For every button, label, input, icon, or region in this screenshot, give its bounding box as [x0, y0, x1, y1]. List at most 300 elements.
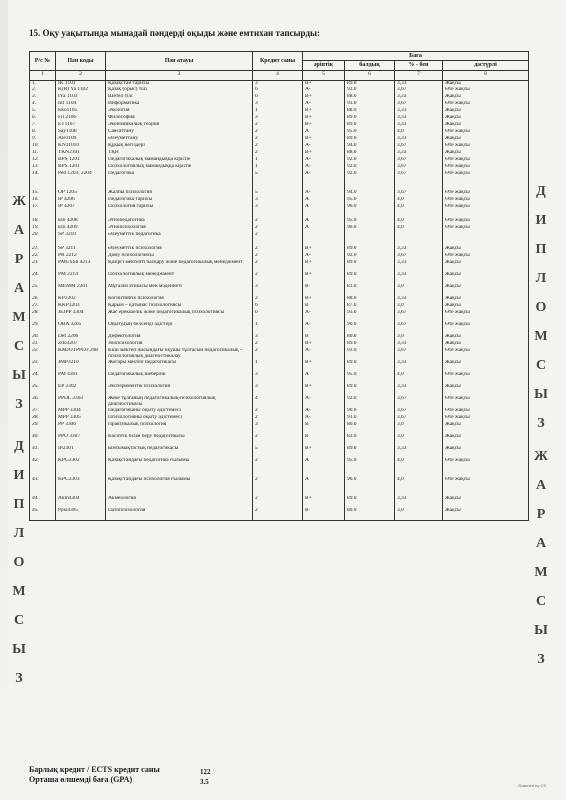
course-code: Def 2206 [56, 334, 106, 341]
course-name: Психологияны оқыту әдістемесі [106, 415, 253, 422]
points: 80.0 [345, 422, 395, 434]
points: 89.0 [345, 360, 395, 372]
letter-grade: A- [303, 253, 345, 260]
grade-point: 3,33 [395, 360, 443, 372]
course-code: KN11010 [56, 143, 106, 150]
row-number: 3. [30, 94, 56, 101]
grade-point [395, 232, 443, 239]
letter-grade [303, 232, 345, 239]
course-name: Информатика [106, 101, 253, 108]
points: 90.0 [345, 408, 395, 415]
course-code: Etn 4209 [56, 225, 106, 232]
grade-point: 3,67 [395, 171, 443, 183]
letter-grade: B+ [303, 341, 345, 348]
header-grade: Баға [303, 52, 529, 61]
table-row [30, 171, 529, 183]
course-code: BPS 1201 [56, 164, 106, 171]
traditional-grade: Өте жақсы [443, 372, 529, 384]
credit-count: 6 [253, 94, 303, 101]
row-number: 4. [30, 101, 56, 108]
stamp-right-bottom: Ж А Р А М С Ы З [534, 449, 548, 667]
points [345, 232, 395, 239]
traditional-grade: Жақсы [443, 122, 529, 129]
credit-count: 6 [253, 303, 303, 310]
row-number: 5. [30, 108, 56, 115]
grade-point: 3,33 [395, 246, 443, 253]
points: 89.0 [345, 80, 395, 87]
row-number: 39. [30, 422, 56, 434]
points: 96.0 [345, 225, 395, 232]
course-code: IYa 1103 [56, 94, 106, 101]
letter-grade: A [303, 477, 345, 489]
points: 89.0 [345, 260, 395, 272]
course-code: SP 3211 [56, 246, 106, 253]
points: 89.0 [345, 122, 395, 129]
traditional-grade: Өте жақсы [443, 415, 529, 422]
traditional-grade: Өте жақсы [443, 310, 529, 322]
grade-point: 3,67 [395, 396, 443, 408]
row-number: 34. [30, 372, 56, 384]
row-number: 31. [30, 341, 56, 348]
table-row [30, 348, 529, 360]
traditional-grade: Жақсы [443, 260, 529, 272]
course-name: Экономикалық теория [106, 122, 253, 129]
table-spacer-row [30, 239, 529, 246]
points: 88.0 [345, 296, 395, 303]
table-spacer-row [30, 489, 529, 496]
traditional-grade: Өте жақсы [443, 204, 529, 211]
letter-grade: A [303, 197, 345, 204]
table-row [30, 204, 529, 211]
course-name: Когнитивтік психология [106, 296, 253, 303]
credit-count: 5 [253, 446, 303, 458]
header-name: Пән атауы [106, 52, 253, 71]
course-name: Қарым – қатынас психологиясы [106, 303, 253, 310]
row-number: 29. [30, 322, 56, 334]
course-name: Акмеология [106, 496, 253, 508]
credit-count: 3 [253, 80, 303, 87]
row-number: 43. [30, 477, 56, 489]
letter-grade: B+ [303, 115, 345, 122]
row-number: 9. [30, 136, 56, 143]
grade-point: 3,67 [395, 143, 443, 150]
course-name: Ынтымақтастық педагогикасы [106, 446, 253, 458]
credit-count: 6 [253, 310, 303, 322]
course-code: IP2301 [56, 446, 106, 458]
letter-grade: A [303, 129, 345, 136]
row-number: 1. [30, 80, 56, 87]
header-letter: әріптік [303, 61, 345, 70]
table-row [30, 458, 529, 470]
table-row [30, 408, 529, 415]
credit-count: 2 [253, 143, 303, 150]
course-code: Eko1105 [56, 108, 106, 115]
row-number: 25. [30, 284, 56, 296]
stamp-left-top: Ж А Р А М С Ы З [12, 194, 26, 412]
course-name: Саясаттану [106, 129, 253, 136]
course-name: Әлеуметтік психология [106, 246, 253, 253]
credit-count: 2 [253, 496, 303, 508]
course-code: EP 2302 [56, 384, 106, 396]
letter-grade: B+ [303, 108, 345, 115]
letter-grade: A- [303, 348, 345, 360]
course-code: Inf 1104 [56, 101, 106, 108]
table-row [30, 434, 529, 446]
course-name: Зоопсихология [106, 341, 253, 348]
course-code: JMP3210 [56, 360, 106, 372]
course-code: PPDL 2303 [56, 396, 106, 408]
course-code: KMJOTPPD3 208 [56, 348, 106, 360]
course-code: Zdo3207 [56, 341, 106, 348]
colnum: 7 [395, 70, 443, 80]
letter-grade: B+ [303, 136, 345, 143]
points: 95.0 [345, 218, 395, 225]
traditional-grade: Өте жақсы [443, 348, 529, 360]
row-number: 2. [30, 87, 56, 94]
course-code: Ale1109 [56, 136, 106, 143]
credit-count: 2 [253, 434, 303, 446]
points: 80.0 [345, 334, 395, 341]
header-credit: Кредит саны [253, 52, 303, 71]
course-code: OBA 3205 [56, 322, 106, 334]
table-row [30, 360, 529, 372]
table-row [30, 310, 529, 322]
points: 96.0 [345, 477, 395, 489]
credit-count: 1 [253, 360, 303, 372]
table-row [30, 164, 529, 171]
course-code: Etn 4208 [56, 218, 106, 225]
course-name: Педагогикалық шеберлік [106, 372, 253, 384]
table-row [30, 477, 529, 489]
table-row [30, 80, 529, 87]
row-number: 21. [30, 246, 56, 253]
credit-count: 2 [253, 129, 303, 136]
table-row [30, 225, 529, 232]
traditional-grade [443, 232, 529, 239]
course-name: Экспериментік психология [106, 384, 253, 396]
grade-point: 3,33 [395, 94, 443, 101]
grade-point: 3,33 [395, 260, 443, 272]
course-code: BPS 1201 [56, 157, 106, 164]
credit-count: 2 [253, 253, 303, 260]
grades-table-body [30, 80, 529, 520]
course-code: KP2202 [56, 296, 106, 303]
traditional-grade: Жақсы [443, 296, 529, 303]
traditional-grade: Жақсы [443, 303, 529, 310]
letter-grade: B [303, 434, 345, 446]
course-name: Шетел тілі [106, 94, 253, 101]
scanner-watermark: Scanned by CS [518, 783, 546, 788]
grades-table [29, 51, 529, 521]
row-number: 18. [30, 218, 56, 225]
grade-point: 3,33 [395, 446, 443, 458]
colnum: 1 [30, 70, 56, 80]
grade-point: 3,0 [395, 434, 443, 446]
table-row [30, 150, 529, 157]
traditional-grade: Жақсы [443, 508, 529, 520]
points: 88.0 [345, 108, 395, 115]
credit-count: 2 [253, 136, 303, 143]
traditional-grade: Жақсы [443, 94, 529, 101]
course-code: IP 4207 [56, 204, 106, 211]
traditional-grade: Өте жақсы [443, 458, 529, 470]
grade-point: 4,0 [395, 197, 443, 204]
table-row [30, 143, 529, 150]
letter-grade: A [303, 225, 345, 232]
table-row [30, 296, 529, 303]
credit-count: 5 [253, 171, 303, 183]
table-row [30, 284, 529, 296]
credit-count: 5 [253, 190, 303, 197]
stamp-right-top: Д И П Л О М С Ы З [534, 184, 548, 431]
credit-count: 2 [253, 272, 303, 284]
grade-point: 3,0 [395, 334, 443, 341]
course-code: KPG3303 [56, 477, 106, 489]
traditional-grade: Өте жақсы [443, 171, 529, 183]
traditional-grade: Өте жақсы [443, 164, 529, 171]
row-number: 28. [30, 310, 56, 322]
course-code: Ppsi4305 [56, 508, 106, 520]
row-number: 20. [30, 232, 56, 239]
grade-point: 3,67 [395, 157, 443, 164]
course-code: PMUSSh 4213 [56, 260, 106, 272]
table-row [30, 384, 529, 396]
letter-grade: B+ [303, 296, 345, 303]
colnum: 4 [253, 70, 303, 80]
credit-count: 2 [253, 122, 303, 129]
row-number: 7. [30, 122, 56, 129]
course-code: Ped 1203, 2204 [56, 171, 106, 183]
table-row [30, 253, 529, 260]
row-number: 38. [30, 415, 56, 422]
traditional-grade: Жақсы [443, 80, 529, 87]
table-row [30, 396, 529, 408]
credit-count: 2 [253, 150, 303, 157]
table-row [30, 272, 529, 284]
course-code: KKP3203 [56, 303, 106, 310]
header-traditional: дәстүрлі [443, 61, 529, 70]
table-row [30, 496, 529, 508]
row-number: 23. [30, 260, 56, 272]
course-name: Жоғары мектеп педагогикасы [106, 360, 253, 372]
row-number: 44. [30, 496, 56, 508]
points: 88.0 [345, 150, 395, 157]
course-code: MPP 3305 [56, 415, 106, 422]
grade-point: 4,0 [395, 129, 443, 136]
letter-grade: A- [303, 322, 345, 334]
points: 89.0 [345, 384, 395, 396]
letter-grade: B+ [303, 122, 345, 129]
traditional-grade: Жақсы [443, 115, 529, 122]
colnum: 3 [106, 70, 253, 80]
row-number: 45. [30, 508, 56, 520]
row-number: 13. [30, 164, 56, 171]
grade-point: 3,0 [395, 422, 443, 434]
course-code: PPO 3307 [56, 434, 106, 446]
letter-grade: A- [303, 171, 345, 183]
row-number: 17. [30, 204, 56, 211]
grade-point: 3,33 [395, 122, 443, 129]
course-code: MEMM 2201 [56, 284, 106, 296]
total-credits-value: 122 [200, 768, 211, 776]
traditional-grade: Жақсы [443, 434, 529, 446]
grade-point: 3,0 [395, 303, 443, 310]
grade-point: 4,0 [395, 225, 443, 232]
course-name: Қазақстандағы психология ғылымы [106, 477, 253, 489]
table-row [30, 218, 529, 225]
course-name: Оқытудың белсенді әдістері [106, 322, 253, 334]
header-code: Пән коды [56, 52, 106, 71]
table-row [30, 101, 529, 108]
course-name: Мұғалім этикасы мен мәдениеті [106, 284, 253, 296]
points: 94.0 [345, 190, 395, 197]
course-code: Say1108 [56, 129, 106, 136]
table-spacer-row [30, 183, 529, 190]
row-number: 26. [30, 296, 56, 303]
course-name: Әлеуметтану [106, 136, 253, 143]
points: 92.0 [345, 171, 395, 183]
page-edge-shadow [0, 0, 8, 800]
letter-grade: A- [303, 101, 345, 108]
credit-count: 2 [253, 218, 303, 225]
course-name: Педагогиканы оқыту әдістемесі [106, 408, 253, 415]
course-name: Психологиялық менеджмент [106, 272, 253, 284]
row-number: 36. [30, 396, 56, 408]
course-name: Психологиялық мамандыққа кіріспе [106, 164, 253, 171]
course-code: KPG3302 [56, 458, 106, 470]
traditional-grade: Өте жақсы [443, 408, 529, 415]
table-row [30, 115, 529, 122]
credit-count: 2 [253, 225, 303, 232]
gpa-label: Орташа өлшемді баға (GPA) [29, 775, 133, 784]
header-gpa: % - бен [395, 61, 443, 70]
credit-count: 2 [253, 246, 303, 253]
grade-point: 3,33 [395, 296, 443, 303]
table-row [30, 341, 529, 348]
credit-count: 3 [253, 334, 303, 341]
credit-count: 2 [253, 508, 303, 520]
points: 90.0 [345, 322, 395, 334]
table-spacer-row [30, 470, 529, 477]
points: 95.0 [345, 372, 395, 384]
grade-point: 3,33 [395, 108, 443, 115]
colnum: 5 [303, 70, 345, 80]
credit-count: 3 [253, 197, 303, 204]
grade-point: 3,67 [395, 348, 443, 360]
credit-count: 6 [253, 87, 303, 94]
course-code: PP 3306 [56, 422, 106, 434]
row-number: 14. [30, 171, 56, 183]
table-row [30, 422, 529, 434]
traditional-grade: Өте жақсы [443, 197, 529, 204]
grade-point: 3,33 [395, 272, 443, 284]
table-row [30, 446, 529, 458]
table-row [30, 322, 529, 334]
points: 83.0 [345, 434, 395, 446]
letter-grade: B+ [303, 94, 345, 101]
course-code: IP 4206 [56, 197, 106, 204]
points: 92.0 [345, 87, 395, 94]
letter-grade: B [303, 303, 345, 310]
points: 95.0 [345, 129, 395, 136]
table-row [30, 508, 529, 520]
credit-count: 3 [253, 372, 303, 384]
traditional-grade: Жақсы [443, 284, 529, 296]
letter-grade: B+ [303, 150, 345, 157]
letter-grade: A [303, 372, 345, 384]
points: 88.0 [345, 94, 395, 101]
traditional-grade: Жақсы [443, 334, 529, 341]
course-code: IK 1101 [56, 80, 106, 87]
course-name: Жеке тұлғаның педагогикалық-психологиялық диагностикасы [106, 396, 253, 408]
colnum: 2 [56, 70, 106, 80]
credit-count: 1 [253, 157, 303, 164]
points: 81.0 [345, 284, 395, 296]
grade-point: 3,33 [395, 384, 443, 396]
credit-count: 2 [253, 341, 303, 348]
credit-count: 2 [253, 477, 303, 489]
row-number: 27. [30, 303, 56, 310]
points: 94.0 [345, 143, 395, 150]
grade-point: 3,33 [395, 80, 443, 87]
row-number: 42. [30, 458, 56, 470]
row-number: 10. [30, 143, 56, 150]
traditional-grade: Жақсы [443, 150, 529, 157]
points: 95.0 [345, 197, 395, 204]
row-number: 24. [30, 272, 56, 284]
course-name: Қазақ (орыс) тілі [106, 87, 253, 94]
colnum: 6 [345, 70, 395, 80]
points: 92.0 [345, 157, 395, 164]
letter-grade: A- [303, 87, 345, 94]
credit-count: 3 [253, 384, 303, 396]
credit-count: 2 [253, 232, 303, 239]
row-number: 40. [30, 434, 56, 446]
row-number: 19. [30, 225, 56, 232]
course-name: Даму психологиясы [106, 253, 253, 260]
table-row [30, 157, 529, 164]
traditional-grade: Жақсы [443, 496, 529, 508]
letter-grade: B+ [303, 246, 345, 253]
credit-count: 4 [253, 396, 303, 408]
colnum: 8 [443, 70, 529, 80]
points: 89.0 [345, 272, 395, 284]
grade-point: 3,67 [395, 101, 443, 108]
credit-count: 2 [253, 260, 303, 272]
letter-grade: B+ [303, 80, 345, 87]
credit-count: 2 [253, 415, 303, 422]
table-row [30, 122, 529, 129]
traditional-grade: Жақсы [443, 422, 529, 434]
course-code: JEJPP 3304 [56, 310, 106, 322]
course-name: Практикалық психология [106, 422, 253, 434]
table-row [30, 108, 529, 115]
points: 92.0 [345, 164, 395, 171]
letter-grade: A [303, 204, 345, 211]
course-name: Жалпы психология [106, 190, 253, 197]
traditional-grade: Өте жақсы [443, 477, 529, 489]
course-name: Қазақстан тарихы [106, 80, 253, 87]
points: 93.0 [345, 310, 395, 322]
points: 93.0 [345, 348, 395, 360]
row-number: 37. [30, 408, 56, 415]
row-number: 33. [30, 360, 56, 372]
credit-count: 2 [253, 348, 303, 360]
section-heading: 15. Оқу уақытында мынадай пәндерді оқыды және емтихан тапсырды: [29, 28, 321, 38]
traditional-grade: Өте жақсы [443, 322, 529, 334]
row-number: 11. [30, 150, 56, 157]
letter-grade: A [303, 218, 345, 225]
